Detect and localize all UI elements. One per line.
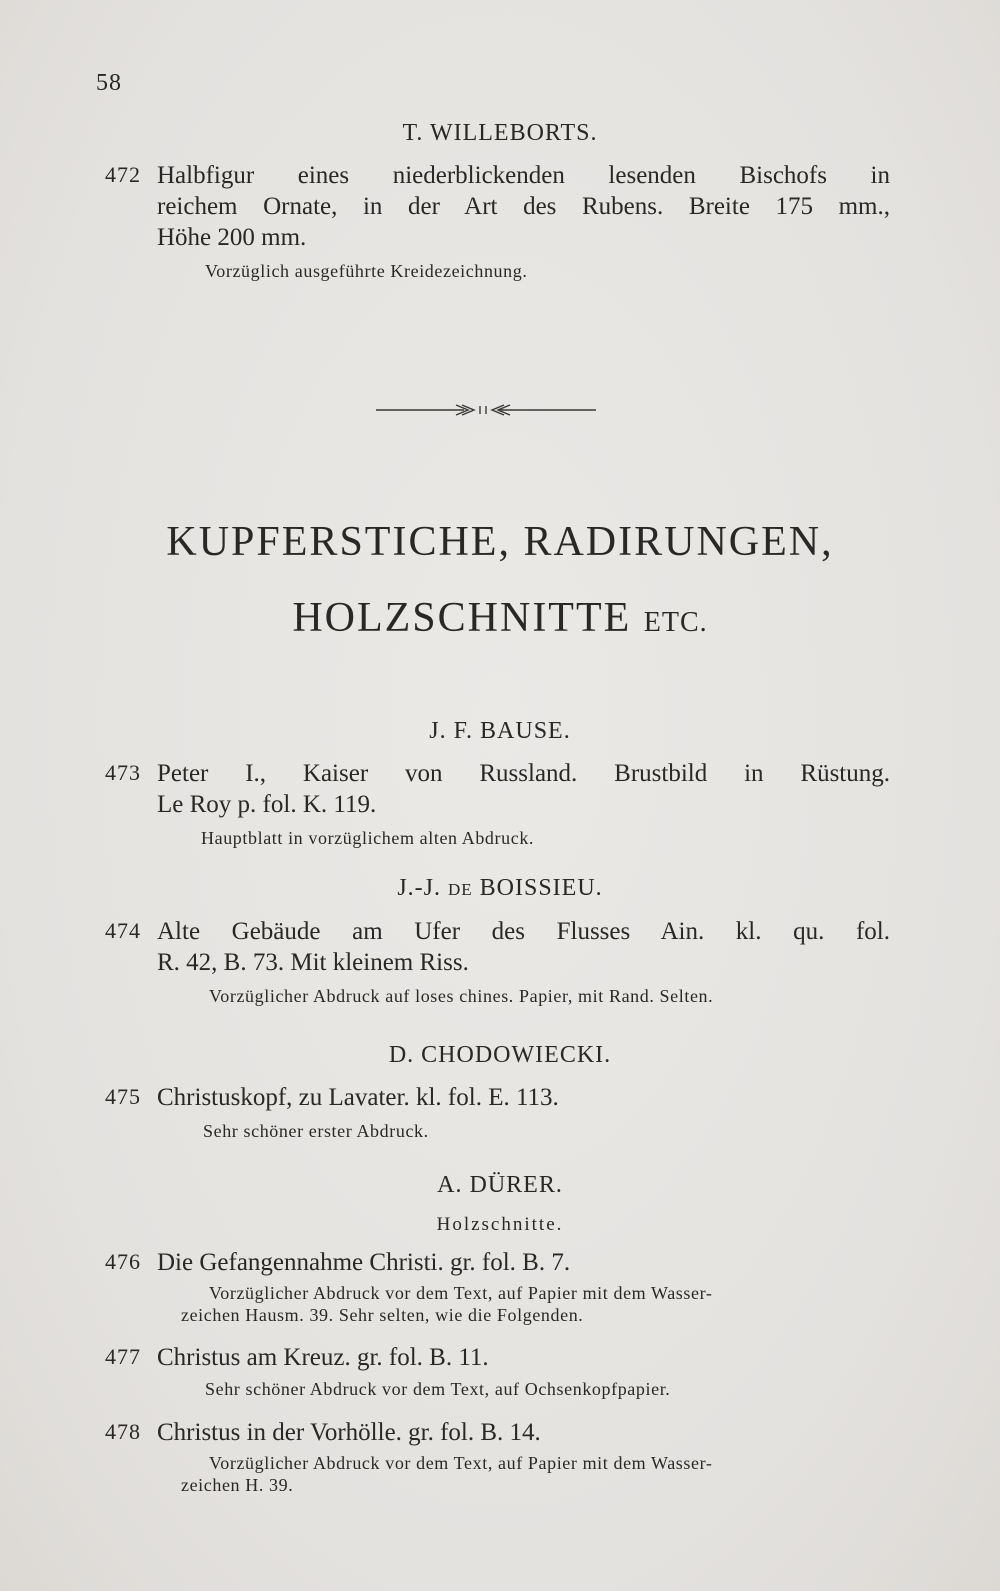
catalog-entry-474 <box>105 916 890 1008</box>
entry-note: Hauptblatt in vorzüglichem alten Abdruck. <box>201 828 535 848</box>
artist-heading-chodowiecki: D. CHODOWIECKI. <box>388 1042 612 1068</box>
entry-number: 474 <box>105 918 141 943</box>
entry-line: Die Gefangennahme Christi. gr. fol. B. 7. <box>157 1249 571 1276</box>
subheading-holzschnitte: Holzschnitte. <box>436 1214 564 1235</box>
catalog-entry-475 <box>105 1082 890 1143</box>
entry-line: R. 42, B. 73. Mit kleinem Riss. <box>157 949 469 976</box>
entry-number: 472 <box>105 162 141 187</box>
entry-description <box>157 758 890 850</box>
section-title-etc: ETC. <box>643 607 708 638</box>
note-line: Vorzüglicher Abdruck vor dem Text, auf Papier mit dem Wasser- <box>209 1283 713 1303</box>
entry-note: Vorzüglicher Abdruck auf loses chines. Papier, mit Rand. Selten. <box>209 986 714 1006</box>
entry-line: Christus in der Vorhölle. gr. fol. B. 14. <box>157 1419 541 1446</box>
section-title-line2 <box>0 594 1000 642</box>
catalog-entry-476 <box>105 1247 890 1326</box>
artist-heading-boissieu <box>0 875 1000 902</box>
entry-description <box>157 1082 890 1143</box>
entry-number: 475 <box>105 1084 141 1109</box>
entry-note: Vorzüglich ausgeführte Kreidezeichnung. <box>205 261 528 281</box>
entry-description <box>157 1342 890 1401</box>
catalog-entry-478 <box>105 1417 890 1496</box>
artist-heading-bause: J. F. BAUSE. <box>429 718 571 744</box>
note-line: zeichen Hausm. 39. Sehr selten, wie die Folgenden. <box>181 1305 584 1325</box>
entry-note: Sehr schöner Abdruck vor dem Text, auf Ochsenkopfpapier. <box>205 1379 671 1399</box>
artist-surname: BOISSIEU. <box>479 875 603 901</box>
entry-line: Christuskopf, zu Lavater. kl. fol. E. 113. <box>157 1084 559 1111</box>
entry-line: Peter I., Kaiser von Russland. Brustbild in Rüstung. <box>157 760 890 787</box>
entry-description <box>157 1247 890 1326</box>
entry-description <box>157 1417 890 1496</box>
entry-number: 473 <box>105 760 141 785</box>
artist-heading-durer: A. DÜRER. <box>437 1172 563 1198</box>
section-title-main: HOLZSCHNITTE <box>292 595 632 641</box>
entry-description <box>157 160 890 283</box>
entry-number: 476 <box>105 1249 141 1274</box>
entry-number: 478 <box>105 1419 141 1444</box>
entry-description <box>157 916 890 1008</box>
entry-note <box>181 1452 908 1496</box>
entry-line: Höhe 200 mm. <box>157 224 307 251</box>
artist-heading-willeborts: T. WILLEBORTS. <box>402 120 598 146</box>
entry-note: Sehr schöner erster Abdruck. <box>203 1121 429 1141</box>
entry-number: 477 <box>105 1344 141 1369</box>
note-line: Vorzüglicher Abdruck vor dem Text, auf Papier mit dem Wasser- <box>209 1453 713 1473</box>
entry-line: Le Roy p. fol. K. 119. <box>157 791 377 818</box>
note-line: zeichen H. 39. <box>181 1475 294 1495</box>
ornament-divider-icon <box>376 402 596 418</box>
artist-initials: J.-J. <box>397 875 441 901</box>
section-title-line1: KUPFERSTICHE, RADIRUNGEN, <box>166 519 834 565</box>
catalog-entry-473 <box>105 758 890 850</box>
entry-line: Christus am Kreuz. gr. fol. B. 11. <box>157 1344 489 1371</box>
catalog-entry-477 <box>105 1342 890 1401</box>
entry-line: Alte Gebäude am Ufer des Flusses Ain. kl. qu. fol. <box>157 918 890 945</box>
entry-line: reichem Ornate, in der Art des Rubens. Breite 175 mm., <box>157 193 890 220</box>
entry-line: Halbfigur eines niederblickenden lesenden Bischofs in <box>157 162 890 189</box>
page-number: 58 <box>96 70 122 96</box>
entry-note <box>181 1282 908 1326</box>
artist-particle: DE <box>447 880 473 899</box>
catalog-entry-472 <box>105 160 890 283</box>
